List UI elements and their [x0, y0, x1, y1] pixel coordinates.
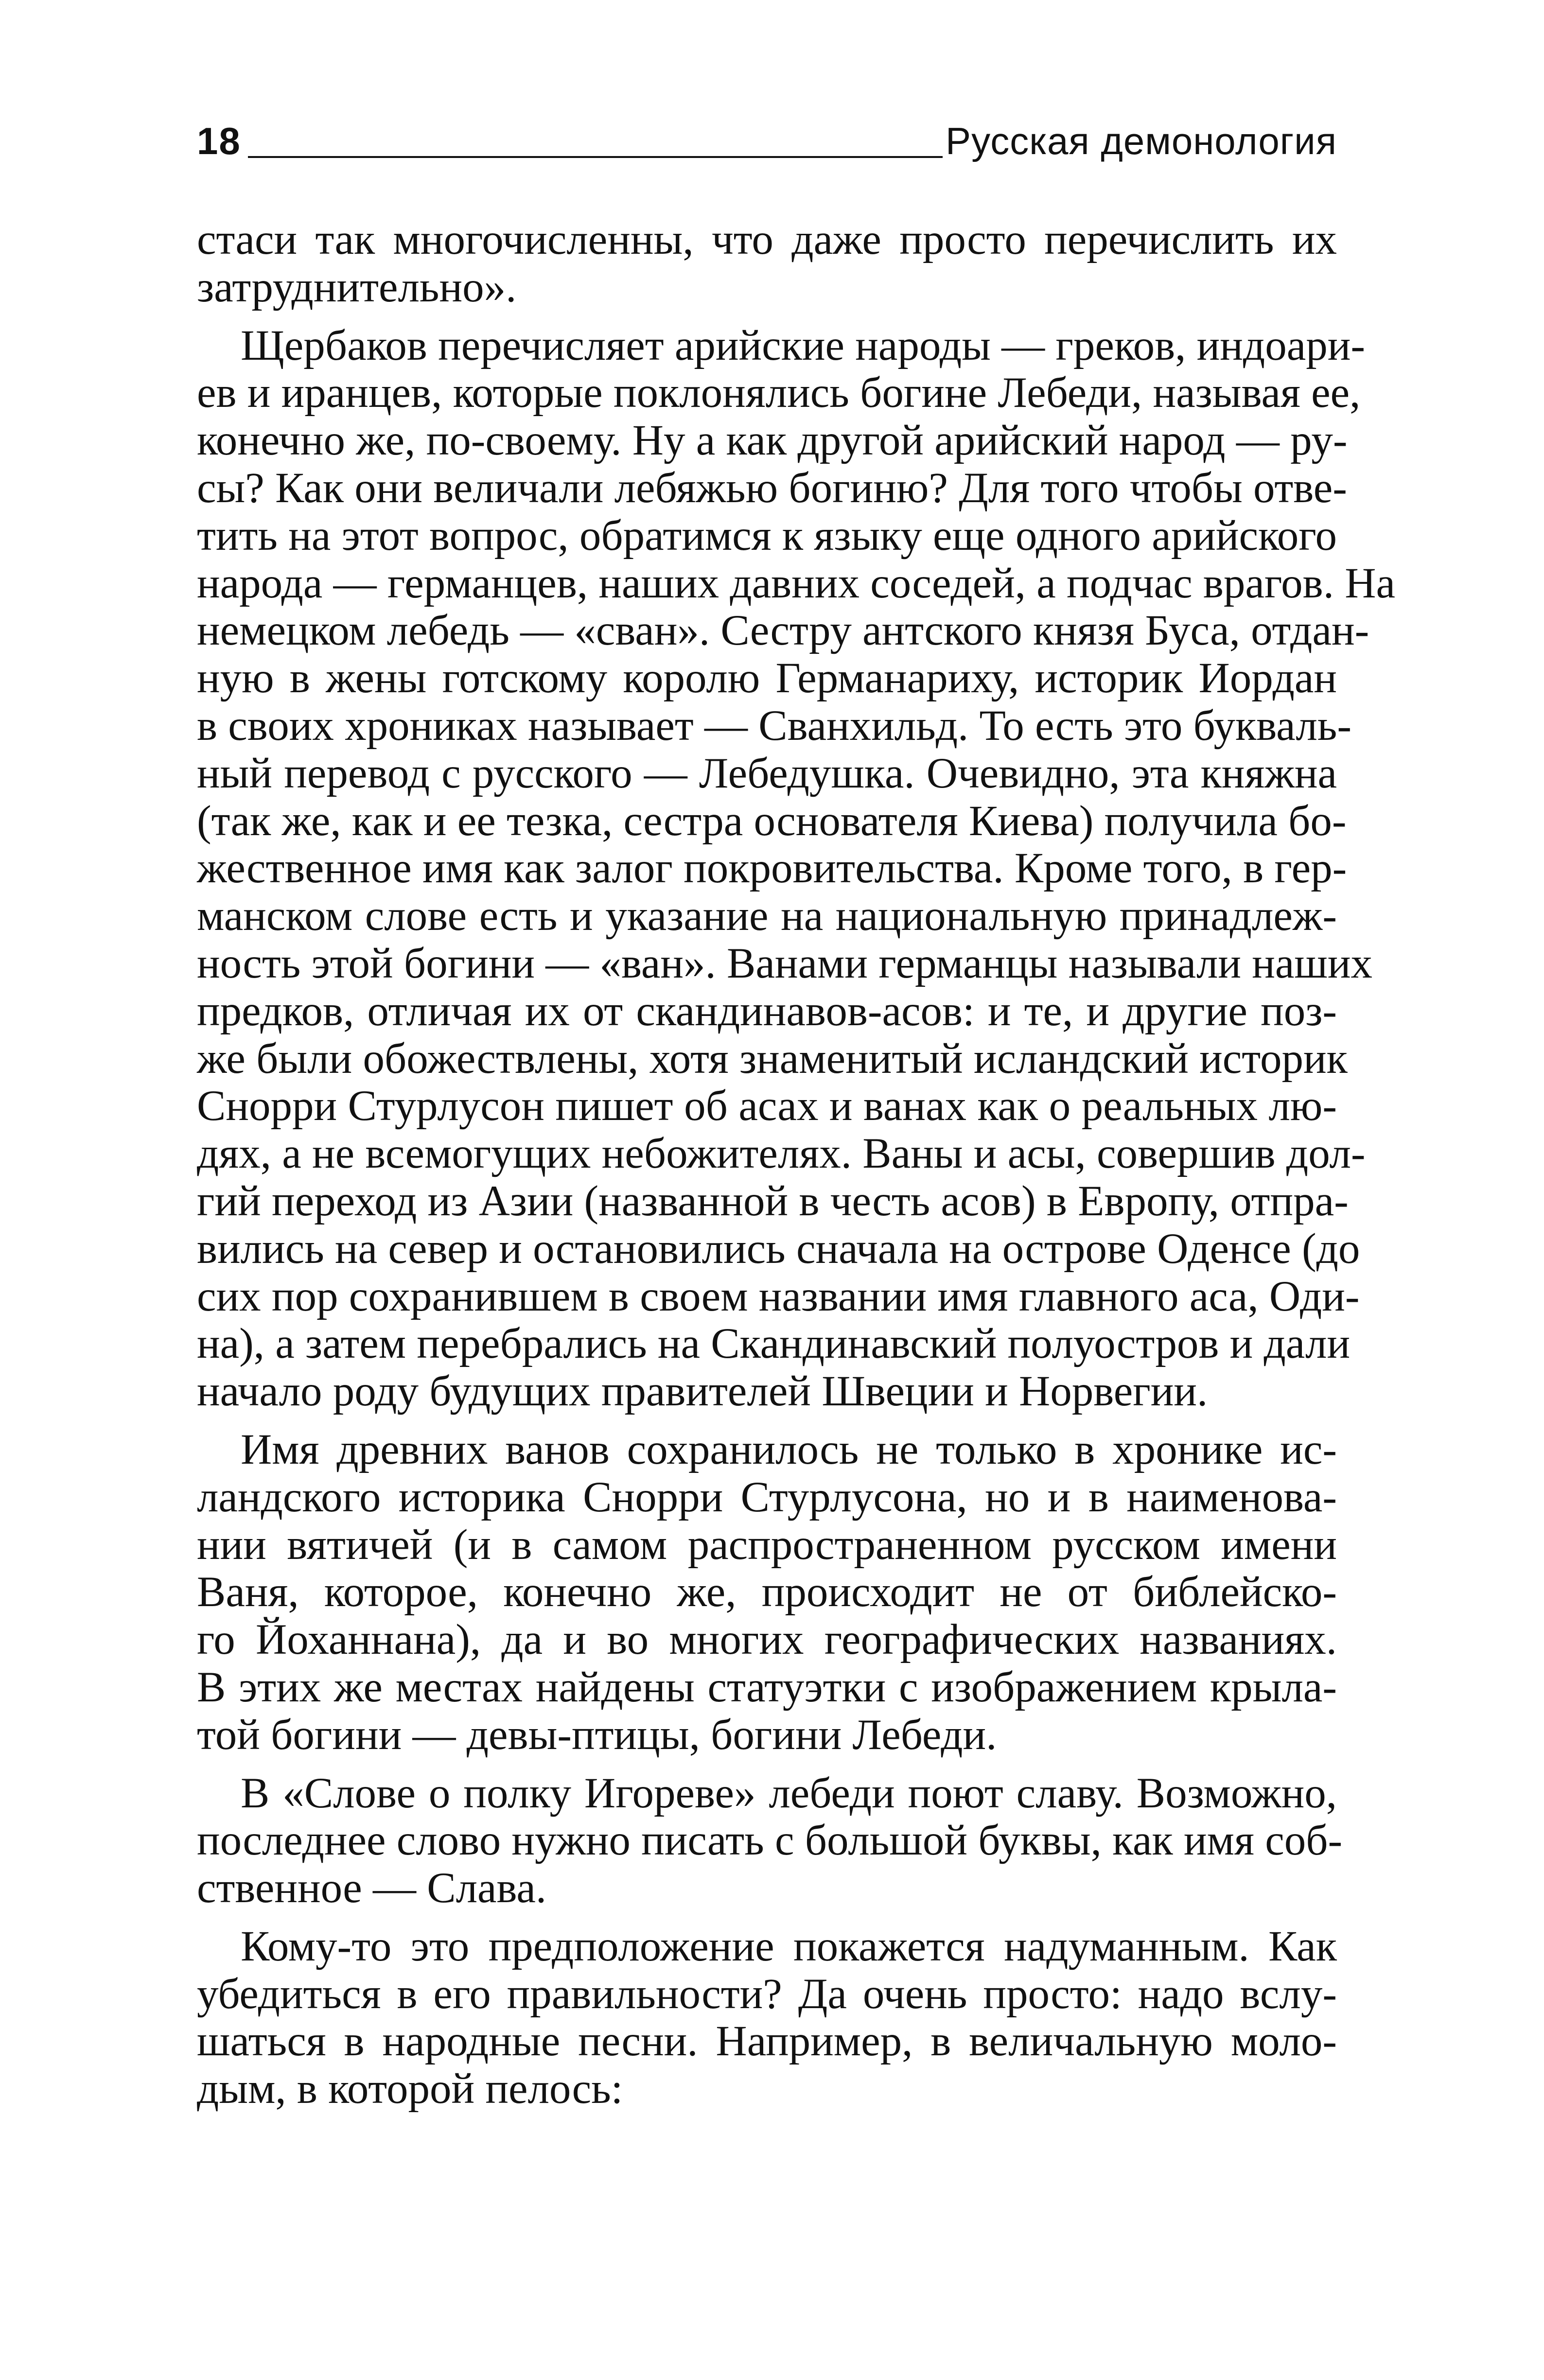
paragraph — [197, 321, 1395, 1416]
text-line: последнее слово нужно писать с большой буквы, как имя соб- — [197, 1817, 1343, 1865]
text-line: же были обожествлены, хотя знаменитый исландский историк — [197, 1034, 1348, 1083]
text-line: дях, а не всемогущих небожителях. Ваны и асы, совершив дол- — [197, 1130, 1366, 1178]
paragraph — [197, 1769, 1343, 1912]
text-line: ный перевод с русского — Лебедушка. Очевидно, эта княжна — [197, 749, 1337, 797]
text-line: стаси так многочисленны, что даже просто перечислить их — [197, 216, 1337, 263]
text-line: ландского историка Снорри Стурлусона, но и в наименова- — [197, 1473, 1337, 1521]
text-line: ственное — Слава. — [197, 1864, 547, 1912]
text-line: сы? Как они величали лебяжью богиню? Для того чтобы отве- — [197, 464, 1347, 512]
text-line: вились на север и остановились сначала на острове Оденсе (до — [197, 1225, 1360, 1273]
text-line: Щербаков перечисляет арийские народы — греков, индоари- — [241, 321, 1365, 369]
text-line: предков, отличая их от скандинавов-асов: и те, и другие поз- — [197, 987, 1337, 1035]
text-line: В «Слове о полку Игореве» лебеди поют славу. Возможно, — [241, 1769, 1337, 1817]
paragraph — [197, 1426, 1337, 1759]
running-head — [197, 114, 1337, 163]
text-line: сих пор сохранившем в своем названии имя главного аса, Оди- — [197, 1272, 1360, 1320]
header-rule — [248, 156, 943, 158]
text-line: гий переход из Азии (названной в честь асов) в Европу, отпра- — [197, 1177, 1349, 1225]
text-line: Снорри Стурлусон пишет об асах и ванах как о реальных лю- — [197, 1082, 1337, 1130]
body-text — [197, 216, 1395, 2124]
running-title: Русская демонология — [946, 120, 1337, 162]
text-line: ев и иранцев, которые поклонялись богине Лебеди, называя ее, — [197, 369, 1361, 417]
text-line: шаться в народные песни. Например, в величальную моло- — [197, 2017, 1337, 2065]
text-line: (так же, как и ее тезка, сестра основателя Киева) получила бо- — [197, 797, 1347, 845]
text-line: го Йоханнана), да и во многих географических названиях. — [197, 1616, 1337, 1664]
text-line: начало роду будущих правителей Швеции и Норвегии. — [197, 1367, 1208, 1416]
text-line: ность этой богини — «ван». Ванами германцы называли наших — [197, 939, 1373, 987]
text-line: конечно же, по-своему. Ну а как другой арийский народ — ру- — [197, 417, 1348, 465]
paragraph — [197, 1923, 1337, 2113]
text-line: Ваня, которое, конечно же, происходит не от библейско- — [197, 1568, 1337, 1616]
text-line: народа — германцев, наших давних соседей, а подчас врагов. На — [197, 559, 1395, 607]
text-line: убедиться в его правильности? Да очень просто: надо вслу- — [197, 1970, 1337, 2018]
text-line: на), а затем перебрались на Скандинавский полуостров и дали — [197, 1320, 1351, 1368]
paragraph — [197, 216, 1337, 312]
text-line: той богини — девы-птицы, богини Лебеди. — [197, 1711, 997, 1759]
text-line: жественное имя как залог покровительства. Кроме того, в гер- — [197, 844, 1347, 892]
text-line: ную в жены готскому королю Германариху, историк Иордан — [197, 654, 1337, 702]
text-line: В этих же местах найдены статуэтки с изображением крыла- — [197, 1663, 1337, 1711]
text-line: дым, в которой пелось: — [197, 2065, 623, 2113]
page-number: 18 — [197, 120, 241, 162]
text-line: Имя древних ванов сохранилось не только в хронике ис- — [241, 1425, 1337, 1473]
text-line: Кому-то это предположение покажется надуманным. Как — [241, 1922, 1337, 1970]
text-line: затруднительно». — [197, 263, 517, 311]
text-line: тить на этот вопрос, обратимся к языку еще одного арийского — [197, 511, 1337, 560]
text-line: нии вятичей (и в самом распространенном русском имени — [197, 1521, 1337, 1569]
text-line: манском слове есть и указание на национальную принадлеж- — [197, 892, 1337, 940]
text-line: немецком лебедь — «сван». Сестру антского князя Буса, отдан- — [197, 607, 1369, 655]
text-line: в своих хрониках называет — Сванхильд. То есть это букваль- — [197, 701, 1352, 750]
